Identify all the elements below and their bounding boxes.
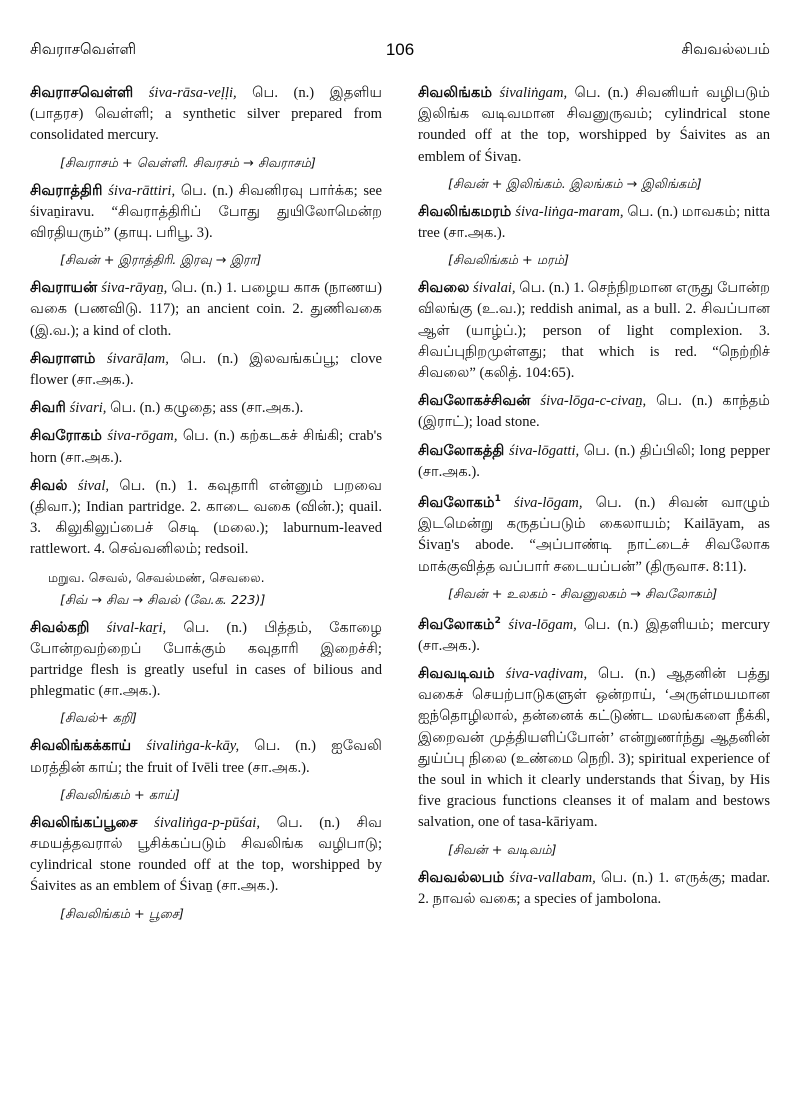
transliteration: śiva-lōgam, xyxy=(513,494,583,511)
transliteration: śiva-lōga-c-civaṉ, xyxy=(540,393,647,410)
right-guide-word: சிவவல்லபம் xyxy=(681,40,770,58)
definition: பெ. (n.) கற்கடகச் சிங்கி; crab's horn (சா.அக.). xyxy=(30,428,382,466)
transliteration: śiva-lōgam, xyxy=(508,616,577,633)
definition: பெ. (n.) சிவனிரவு பார்க்க; see śivaṉiravu. “சிவராத்திரிப் போது துயிலோமென்ற விரதியரும்” (தாயு. பரிபூ. 3). xyxy=(30,182,382,242)
definition: பெ. (n.) ஐவேலி மரத்தின் காய்; the fruit of Ivēli tree (சா.அக.). xyxy=(30,738,382,776)
definition: பெ. (n.) இதளியம்; mercury (சா.அக.). xyxy=(418,616,770,654)
transliteration: śiva-liṅga-maram, xyxy=(515,203,624,220)
homonym-number: 1 xyxy=(494,494,501,505)
left-guide-word: சிவராசவெள்ளி xyxy=(30,40,137,58)
transliteration: śiva-rāttiri, xyxy=(108,182,176,199)
headword: சிவராசவெள்ளி xyxy=(30,84,134,101)
etymology: [சிவராசம் + வெள்ளி. சிவரசம் → சிவராசம்] xyxy=(60,155,316,171)
transliteration: śivaliṅgam, xyxy=(499,85,568,101)
headword: சிவராளம் xyxy=(30,349,96,367)
transliteration: śiva-rāsa-veḷḷi, xyxy=(148,85,237,101)
dictionary-entry xyxy=(30,277,382,342)
etymology: [சிவ் → சிவ → சிவல் (வே.க. 223)] xyxy=(60,592,266,608)
headword: சிவலோகம் xyxy=(418,493,495,511)
dictionary-entry xyxy=(30,397,382,419)
transliteration: śivalai, xyxy=(473,280,516,297)
headword: சிவலை xyxy=(418,279,470,297)
dictionary-entry xyxy=(418,440,770,483)
etymology: [சிவன் + உலகம் - சிவனுலகம் → சிவலோகம்] xyxy=(448,586,718,602)
definition: பெ. (n.) 1. செந்நிறமான எருது போன்ற விலங்கு (உ.வ.); reddish animal, as a bull. 2. சிவப்பான ஆள் (யாழ்ப்.); person of light complexion. 3. சிவப்புநிறமுள்ளது; that which is red. “நெற்றிச் சிவலை” (கலித். 104:65). xyxy=(418,280,770,382)
definition: பெ. (n.) 1. எருக்கு; madar. 2. நாவல் வகை; a species of jambolona. xyxy=(418,869,770,907)
dictionary-entry xyxy=(418,201,770,244)
right-column xyxy=(418,82,770,916)
dictionary-entry xyxy=(30,180,382,245)
headword: சிவலோகச்சிவன் xyxy=(418,392,531,410)
headword: சிவலிங்கப்பூசை xyxy=(30,813,138,831)
definition: பெ. (n.) 1. பழைய காசு (நாணய) வகை (பணவிடு. 117); an ancient coin. 2. துணிவகை (இ.வ.); a kind of cloth. xyxy=(30,280,382,339)
transliteration: śivaliṅga-k-kāy, xyxy=(146,738,240,755)
left-column xyxy=(30,82,382,931)
definition: பெ. (n.) சிவ சமயத்தவரால் பூசிக்கப்படும் சிவலிங்க வழிபாடு; cylindrical stone rounded off at the top, worshipped by Śaivites as an emblem of Śivaṉ (சா.அக.). xyxy=(30,814,382,895)
dictionary-entry xyxy=(418,82,770,168)
definition: பெ. (n.) இலவங்கப்பூ; clove flower (சா.அக.). xyxy=(30,350,382,389)
dictionary-entry xyxy=(418,489,770,578)
headword: சிவராத்திரி xyxy=(30,181,103,199)
dictionary-entry xyxy=(418,663,770,834)
definition: பெ. (n.) சிவன் வாழும் இடமென்று கருதப்படும் கைலாயம்; Kailāyam, as Śivaṉ's abode. “அப்பாண்டி நாட்டைச் சிவலோக மாக்குவித்த வப்பார் சடையப்பன்” (திருவாச. 8:11). xyxy=(418,494,770,575)
dictionary-entry xyxy=(30,617,382,703)
definition: பெ. (n.) காந்தம் (இராட்); load stone. xyxy=(418,393,771,431)
definition: பெ. (n.) சிவனியர் வழிபடும் இலிங்க வடிவமான சிவனுருவம்; cylindrical stone rounded off at the top, worshipped by Śaivites as an emblem of Śivaṉ. xyxy=(418,85,771,165)
dictionary-entry xyxy=(30,425,382,468)
transliteration: śiva-rāyaṉ, xyxy=(101,280,168,297)
headword: சிவலிங்கமரம் xyxy=(418,202,512,220)
transliteration: śiva-rōgam, xyxy=(107,428,178,445)
transliteration: śiva-vallabam, xyxy=(509,869,596,886)
homonym-number: 2 xyxy=(494,615,501,626)
dictionary-entry xyxy=(30,812,382,898)
etymology: [சிவலிங்கம் + மரம்] xyxy=(448,253,570,269)
transliteration: śivari, xyxy=(69,400,107,417)
dictionary-entry xyxy=(30,735,382,778)
headword: சிவரோகம் xyxy=(30,427,102,445)
definition: பெ. (n.) 1. கவுதாரி என்னும் பறவை (திவா.); Indian partridge. 2. காடை வகை (வின்.); quail. 3. கிலுகிலுப்பைச் செடி (மலை.); laburnum-leaved rattlewort. 4. செவ்வனிலம்; redsoil. xyxy=(30,477,382,558)
transliteration: śival, xyxy=(77,477,110,494)
dictionary-entry xyxy=(418,390,770,433)
definition: பெ. (n.) கழுதை; ass (சா.அக.). xyxy=(110,400,304,417)
page-number: 106 xyxy=(385,40,415,59)
dictionary-entry xyxy=(418,611,770,657)
headword: சிவரி xyxy=(30,399,66,417)
headword: சிவலிங்கம் xyxy=(418,84,493,101)
dictionary-entry xyxy=(30,475,382,561)
transliteration: śival-kaṟi, xyxy=(106,619,167,636)
transliteration: śivarāḷam, xyxy=(106,350,169,367)
headword: சிவவல்லபம் xyxy=(418,868,505,886)
definition: பெ. (n.) ஆதனின் பத்து வகைச் செயற்பாடுகளுள் ஒன்றாய், ‘அருள்மயமான ஐந்தொழிலால், தன்னைக் கட்டுண்ட மலங்களை நீக்கி, இறைவன் முத்தியளிப்போன்’ என்றுணர்ந்து ஆதனின் துய்ப்பு நிலை (உண்மை நெறி. 3); spiritual experience of the soul in which it clearly understands that Śivaṉ, by His five gracious functions cleanses it of malam and bestows salvation, one of tasa-kāriyam. xyxy=(418,665,770,831)
transliteration: śiva-lōgatti, xyxy=(509,442,580,459)
headword: சிவல்கறி xyxy=(30,618,90,636)
headword: சிவல் xyxy=(30,476,68,494)
etymology: [சிவலிங்கம் + பூசை] xyxy=(60,906,184,922)
etymology: [சிவலிங்கம் + காய்] xyxy=(60,787,180,803)
dictionary-entry xyxy=(418,277,770,384)
transliteration: śiva-vaḍivam, xyxy=(505,665,588,682)
definition: பெ. (n.) இதளிய (பாதரச) வெள்ளி; a synthetic silver prepared from consolidated mercury. xyxy=(30,85,382,144)
transliteration: śivaliṅga-p-pūśai, xyxy=(154,814,260,831)
definition: பெ. (n.) பித்தம், கோழை போன்றவற்றைப் போக்கும் கவுதாரி இறைச்சி; partridge flesh is greatly useful in cases of bilious and phlegmatic (சா.அக.). xyxy=(30,619,382,700)
dictionary-entry xyxy=(418,867,770,910)
definition: பெ. (n.) திப்பிலி; long pepper (சா.அக.). xyxy=(418,442,770,480)
etymology: [சிவல்+ கறி] xyxy=(60,711,137,727)
variant-note: மறுவ. செவல், செவல்மண், செவலை. xyxy=(48,569,265,585)
headword: சிவராயன் xyxy=(30,279,98,297)
headword: சிவலோகம் xyxy=(418,615,495,633)
etymology: [சிவன் + வடிவம்] xyxy=(448,842,557,858)
etymology: [சிவன் + இலிங்கம். இலங்கம் → இலிங்கம்] xyxy=(448,176,702,192)
etymology: [சிவன் + இராத்திரி. இரவு → இரா] xyxy=(60,253,262,269)
headword: சிவவடிவம் xyxy=(418,664,495,682)
dictionary-entry xyxy=(30,82,382,147)
dictionary-entry xyxy=(30,348,382,391)
headword: சிவலிங்கக்காய் xyxy=(30,737,132,755)
headword: சிவலோகத்தி xyxy=(418,441,505,459)
definition: பெ. (n.) மாவகம்; nitta tree (சா.அக.). xyxy=(418,203,770,242)
